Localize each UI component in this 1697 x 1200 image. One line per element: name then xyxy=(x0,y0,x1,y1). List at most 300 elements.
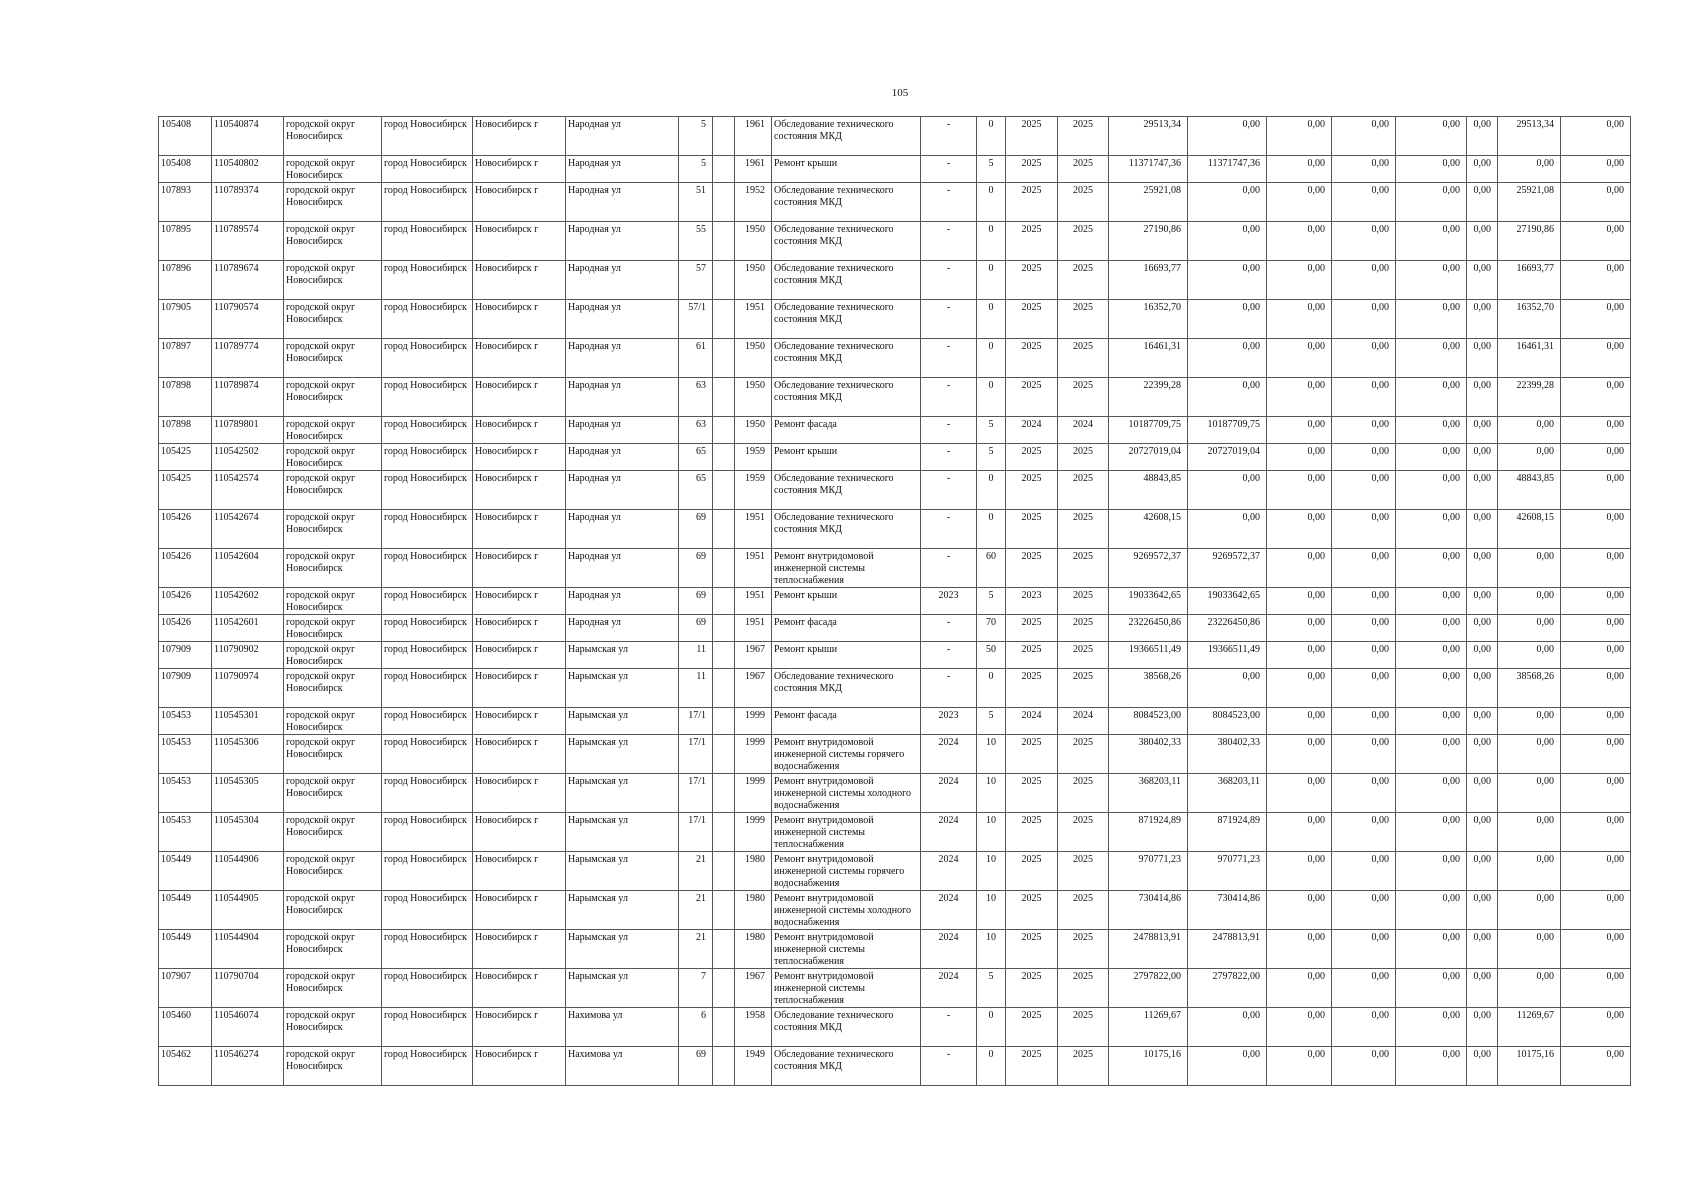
table-cell: 69 xyxy=(679,510,713,549)
table-cell: 1958 xyxy=(735,1008,772,1047)
table-cell: 2025 xyxy=(1006,378,1058,417)
table-cell: Новосибирск г xyxy=(473,774,566,813)
table-cell: 105426 xyxy=(159,588,212,615)
table-cell: городской округ Новосибирск xyxy=(284,261,382,300)
table-cell: 107896 xyxy=(159,261,212,300)
table-cell: 48843,85 xyxy=(1109,471,1188,510)
table-cell: 0,00 xyxy=(1467,813,1498,852)
table-cell: 2024 xyxy=(921,969,977,1008)
table-cell: 19033642,65 xyxy=(1188,588,1267,615)
table-cell: 2478813,91 xyxy=(1109,930,1188,969)
table-cell: 0,00 xyxy=(1267,735,1332,774)
table-cell: 5 xyxy=(977,444,1006,471)
table-cell: городской округ Новосибирск xyxy=(284,339,382,378)
table-cell: 0,00 xyxy=(1396,471,1467,510)
table-cell: 5 xyxy=(977,156,1006,183)
table-cell xyxy=(713,1008,735,1047)
table-cell: 0,00 xyxy=(1332,642,1396,669)
table-cell: Ремонт внутридомовой инженерной системы теплоснабжения xyxy=(772,549,921,588)
table-cell: 0,00 xyxy=(1188,222,1267,261)
table-cell: городской округ Новосибирск xyxy=(284,774,382,813)
table-cell: 10175,16 xyxy=(1498,1047,1561,1086)
table-cell: 0,00 xyxy=(1467,930,1498,969)
table-cell: 19366511,49 xyxy=(1188,642,1267,669)
table-cell: 10187709,75 xyxy=(1188,417,1267,444)
table-cell: 22399,28 xyxy=(1109,378,1188,417)
table-cell: городской округ Новосибирск xyxy=(284,471,382,510)
table-cell xyxy=(713,444,735,471)
table-cell: Новосибирск г xyxy=(473,930,566,969)
table-row xyxy=(159,891,1631,930)
table-cell: 2024 xyxy=(1006,708,1058,735)
table-cell: 368203,11 xyxy=(1188,774,1267,813)
table-cell: 0,00 xyxy=(1396,222,1467,261)
table-cell: 21 xyxy=(679,852,713,891)
table-cell: 2024 xyxy=(921,891,977,930)
table-cell: Обследование технического состояния МКД xyxy=(772,300,921,339)
table-cell: Ремонт внутридомовой инженерной системы горячего водоснабжения xyxy=(772,735,921,774)
table-cell: 69 xyxy=(679,615,713,642)
table-cell: Нахимова ул xyxy=(566,1008,679,1047)
table-cell: 63 xyxy=(679,378,713,417)
table-cell: 0,00 xyxy=(1188,378,1267,417)
table-cell: город Новосибирск xyxy=(382,735,473,774)
table-cell: 0,00 xyxy=(1467,549,1498,588)
table-cell: 0,00 xyxy=(1467,261,1498,300)
table-cell: - xyxy=(921,1008,977,1047)
table-cell: 110545304 xyxy=(212,813,284,852)
table-cell: Народная ул xyxy=(566,261,679,300)
table-cell: город Новосибирск xyxy=(382,891,473,930)
table-cell: 2025 xyxy=(1058,735,1109,774)
table-cell: 0,00 xyxy=(1332,813,1396,852)
table-cell: 2025 xyxy=(1006,549,1058,588)
table-cell: 2025 xyxy=(1058,444,1109,471)
table-cell: 38568,26 xyxy=(1498,669,1561,708)
table-cell: 0,00 xyxy=(1332,300,1396,339)
table-cell: 0,00 xyxy=(1267,1008,1332,1047)
table-cell: Обследование технического состояния МКД xyxy=(772,261,921,300)
table-cell: 107898 xyxy=(159,378,212,417)
table-cell: Новосибирск г xyxy=(473,444,566,471)
table-cell: 2025 xyxy=(1006,261,1058,300)
table-cell: 2025 xyxy=(1058,1008,1109,1047)
table-cell xyxy=(713,642,735,669)
table-cell: 1999 xyxy=(735,735,772,774)
table-cell: 0,00 xyxy=(1561,417,1631,444)
table-cell: - xyxy=(921,156,977,183)
table-cell: 42608,15 xyxy=(1498,510,1561,549)
table-cell: 1951 xyxy=(735,300,772,339)
table-cell: 368203,11 xyxy=(1109,774,1188,813)
table-cell xyxy=(713,339,735,378)
table-cell: 105425 xyxy=(159,471,212,510)
table-cell: 0,00 xyxy=(1267,852,1332,891)
table-cell: 2025 xyxy=(1006,471,1058,510)
table-cell: 0 xyxy=(977,378,1006,417)
table-cell xyxy=(713,1047,735,1086)
table-cell: 0,00 xyxy=(1396,300,1467,339)
table-cell: 2025 xyxy=(1006,339,1058,378)
table-cell: 0,00 xyxy=(1396,891,1467,930)
table-cell: Новосибирск г xyxy=(473,1047,566,1086)
table-cell: 2024 xyxy=(921,852,977,891)
table-cell: 1999 xyxy=(735,774,772,813)
table-cell: 0,00 xyxy=(1561,969,1631,1008)
table-row xyxy=(159,117,1631,156)
table-cell xyxy=(713,117,735,156)
table-cell: городской округ Новосибирск xyxy=(284,615,382,642)
table-cell: 0,00 xyxy=(1467,852,1498,891)
table-cell: 0,00 xyxy=(1188,261,1267,300)
table-cell: 110545305 xyxy=(212,774,284,813)
table-cell: 0,00 xyxy=(1332,588,1396,615)
table-cell: 11371747,36 xyxy=(1109,156,1188,183)
table-cell xyxy=(713,261,735,300)
table-cell: 0,00 xyxy=(1561,588,1631,615)
table-cell: 0,00 xyxy=(1467,735,1498,774)
table-cell: Народная ул xyxy=(566,117,679,156)
table-cell: 0,00 xyxy=(1332,708,1396,735)
table-row xyxy=(159,852,1631,891)
table-cell: 0,00 xyxy=(1332,735,1396,774)
table-row xyxy=(159,615,1631,642)
table-cell: 105408 xyxy=(159,117,212,156)
table-cell: 0 xyxy=(977,510,1006,549)
table-cell: 0,00 xyxy=(1467,1047,1498,1086)
table-cell xyxy=(713,735,735,774)
table-cell: Новосибирск г xyxy=(473,510,566,549)
table-cell: 0,00 xyxy=(1267,813,1332,852)
table-cell: 0,00 xyxy=(1396,339,1467,378)
table-cell: - xyxy=(921,510,977,549)
table-cell: городской округ Новосибирск xyxy=(284,969,382,1008)
table-cell: город Новосибирск xyxy=(382,669,473,708)
table-cell: город Новосибирск xyxy=(382,444,473,471)
table-cell xyxy=(713,183,735,222)
table-cell: 5 xyxy=(977,417,1006,444)
table-cell: 5 xyxy=(977,708,1006,735)
table-cell: 380402,33 xyxy=(1188,735,1267,774)
table-cell: 0,00 xyxy=(1467,339,1498,378)
table-cell: 105462 xyxy=(159,1047,212,1086)
table-cell: 65 xyxy=(679,444,713,471)
page-number: 105 xyxy=(891,87,909,99)
table-cell: 0,00 xyxy=(1267,891,1332,930)
table-cell: 110789574 xyxy=(212,222,284,261)
table-cell: 2025 xyxy=(1006,156,1058,183)
table-cell: 17/1 xyxy=(679,735,713,774)
table-cell: 27190,86 xyxy=(1498,222,1561,261)
table-cell: город Новосибирск xyxy=(382,588,473,615)
table-cell: Народная ул xyxy=(566,417,679,444)
table-cell: 107898 xyxy=(159,417,212,444)
table-cell: 2025 xyxy=(1058,891,1109,930)
table-cell: 0,00 xyxy=(1561,642,1631,669)
table-cell: 0,00 xyxy=(1267,156,1332,183)
table-cell: 0,00 xyxy=(1467,471,1498,510)
table-cell: 1951 xyxy=(735,549,772,588)
table-cell xyxy=(713,774,735,813)
table-cell: город Новосибирск xyxy=(382,117,473,156)
table-cell: Ремонт внутридомовой инженерной системы теплоснабжения xyxy=(772,930,921,969)
table-cell: 0,00 xyxy=(1561,183,1631,222)
table-cell: 1950 xyxy=(735,378,772,417)
table-cell xyxy=(713,549,735,588)
table-cell: 1950 xyxy=(735,222,772,261)
table-cell: Новосибирск г xyxy=(473,735,566,774)
table-cell xyxy=(713,891,735,930)
table-cell xyxy=(713,708,735,735)
table-cell: 1967 xyxy=(735,669,772,708)
table-cell: Ремонт крыши xyxy=(772,588,921,615)
table-cell: Нарымская ул xyxy=(566,969,679,1008)
table-cell: город Новосибирск xyxy=(382,969,473,1008)
table-cell: 0,00 xyxy=(1498,813,1561,852)
table-cell: 2025 xyxy=(1006,969,1058,1008)
table-cell: - xyxy=(921,669,977,708)
table-cell: 20727019,04 xyxy=(1109,444,1188,471)
table-cell: 55 xyxy=(679,222,713,261)
table-row xyxy=(159,183,1631,222)
table-cell: 16352,70 xyxy=(1498,300,1561,339)
table-cell: 0,00 xyxy=(1267,708,1332,735)
table-cell xyxy=(713,156,735,183)
table-cell: 0,00 xyxy=(1267,774,1332,813)
table-cell: 22399,28 xyxy=(1498,378,1561,417)
table-cell: Ремонт фасада xyxy=(772,708,921,735)
table-cell: 0,00 xyxy=(1396,261,1467,300)
table-cell: 2024 xyxy=(1058,417,1109,444)
table-row xyxy=(159,471,1631,510)
table-cell: 110542574 xyxy=(212,471,284,510)
table-cell: 2025 xyxy=(1058,183,1109,222)
table-cell: 2025 xyxy=(1006,1047,1058,1086)
table-cell: Новосибирск г xyxy=(473,261,566,300)
table-row xyxy=(159,735,1631,774)
table-cell xyxy=(713,378,735,417)
table-cell: 0,00 xyxy=(1267,669,1332,708)
table-cell: 0,00 xyxy=(1498,969,1561,1008)
table-cell: 16461,31 xyxy=(1109,339,1188,378)
table-cell: 8084523,00 xyxy=(1109,708,1188,735)
table-row xyxy=(159,222,1631,261)
table-cell: 0,00 xyxy=(1267,969,1332,1008)
table-cell xyxy=(713,588,735,615)
table-cell: Новосибирск г xyxy=(473,378,566,417)
table-cell: 6 xyxy=(679,1008,713,1047)
table-cell: 0,00 xyxy=(1498,444,1561,471)
table-cell: 0,00 xyxy=(1498,774,1561,813)
table-cell: 110546074 xyxy=(212,1008,284,1047)
table-cell: 730414,86 xyxy=(1109,891,1188,930)
table-row xyxy=(159,300,1631,339)
table-cell: 2025 xyxy=(1058,549,1109,588)
table-cell: 2025 xyxy=(1058,300,1109,339)
table-cell: Обследование технического состояния МКД xyxy=(772,222,921,261)
table-cell: 1950 xyxy=(735,417,772,444)
table-cell: Ремонт крыши xyxy=(772,642,921,669)
table-cell: 1980 xyxy=(735,930,772,969)
table-cell: 0,00 xyxy=(1188,669,1267,708)
table-cell xyxy=(713,969,735,1008)
table-cell: городской округ Новосибирск xyxy=(284,588,382,615)
table-cell: Новосибирск г xyxy=(473,417,566,444)
table-cell: Нарымская ул xyxy=(566,930,679,969)
table-cell: 23226450,86 xyxy=(1109,615,1188,642)
table-cell: 0 xyxy=(977,300,1006,339)
table-cell: 0,00 xyxy=(1332,774,1396,813)
table-cell: 2025 xyxy=(1006,300,1058,339)
table-cell: 2025 xyxy=(1006,891,1058,930)
table-cell: 0,00 xyxy=(1467,588,1498,615)
table-cell: 0,00 xyxy=(1561,813,1631,852)
table-cell: город Новосибирск xyxy=(382,774,473,813)
table-cell: 0,00 xyxy=(1561,549,1631,588)
table-cell: городской округ Новосибирск xyxy=(284,813,382,852)
table-cell: 110540802 xyxy=(212,156,284,183)
table-cell: город Новосибирск xyxy=(382,708,473,735)
table-cell: 51 xyxy=(679,183,713,222)
table-cell: Народная ул xyxy=(566,183,679,222)
table-cell: 0,00 xyxy=(1467,417,1498,444)
table-row xyxy=(159,1008,1631,1047)
table-cell xyxy=(713,930,735,969)
table-cell: 69 xyxy=(679,588,713,615)
table-cell: 0,00 xyxy=(1267,510,1332,549)
table-cell: Обследование технического состояния МКД xyxy=(772,117,921,156)
table-cell: 0,00 xyxy=(1332,117,1396,156)
table-cell: 2025 xyxy=(1058,117,1109,156)
table-cell: городской округ Новосибирск xyxy=(284,930,382,969)
table-cell: 0,00 xyxy=(1332,510,1396,549)
table-cell: 2025 xyxy=(1006,813,1058,852)
table-cell: 17/1 xyxy=(679,708,713,735)
table-cell: 0,00 xyxy=(1467,1008,1498,1047)
table-cell: Народная ул xyxy=(566,444,679,471)
table-cell: 0,00 xyxy=(1467,774,1498,813)
table-cell: 110544905 xyxy=(212,891,284,930)
table-cell: 110789374 xyxy=(212,183,284,222)
table-cell: 2025 xyxy=(1006,222,1058,261)
table-cell: 0,00 xyxy=(1332,222,1396,261)
table-cell: 105426 xyxy=(159,615,212,642)
table-cell: 1950 xyxy=(735,339,772,378)
table-cell: 105453 xyxy=(159,735,212,774)
table-cell: 0,00 xyxy=(1267,930,1332,969)
table-cell: 10 xyxy=(977,930,1006,969)
table-cell: - xyxy=(921,339,977,378)
table-cell: Народная ул xyxy=(566,588,679,615)
table-cell: 48843,85 xyxy=(1498,471,1561,510)
table-cell: 2025 xyxy=(1006,183,1058,222)
table-cell: Новосибирск г xyxy=(473,339,566,378)
table-cell: 107907 xyxy=(159,969,212,1008)
table-cell: 0,00 xyxy=(1561,471,1631,510)
table-cell: город Новосибирск xyxy=(382,813,473,852)
table-cell: 0,00 xyxy=(1498,417,1561,444)
table-cell: 0,00 xyxy=(1498,588,1561,615)
table-cell: Обследование технического состояния МКД xyxy=(772,183,921,222)
table-cell: 2025 xyxy=(1058,774,1109,813)
table-cell: 0,00 xyxy=(1561,1047,1631,1086)
table-cell: 2024 xyxy=(921,735,977,774)
table-cell: Нахимова ул xyxy=(566,1047,679,1086)
table-cell: - xyxy=(921,378,977,417)
table-row xyxy=(159,669,1631,708)
table-cell: 2025 xyxy=(1058,471,1109,510)
table-cell: 2025 xyxy=(1006,117,1058,156)
table-cell: 110790902 xyxy=(212,642,284,669)
table-cell: Ремонт фасада xyxy=(772,615,921,642)
table-cell: город Новосибирск xyxy=(382,183,473,222)
table-cell: - xyxy=(921,417,977,444)
table-cell: 0,00 xyxy=(1332,183,1396,222)
table-cell: 0,00 xyxy=(1396,669,1467,708)
table-cell: 0,00 xyxy=(1396,1047,1467,1086)
table-row xyxy=(159,813,1631,852)
table-cell: 0,00 xyxy=(1396,1008,1467,1047)
table-cell: 57/1 xyxy=(679,300,713,339)
table-cell: 2025 xyxy=(1006,930,1058,969)
table-cell: 0,00 xyxy=(1396,642,1467,669)
table-cell: Народная ул xyxy=(566,339,679,378)
table-cell: 2024 xyxy=(921,930,977,969)
table-cell: 110790974 xyxy=(212,669,284,708)
table-row xyxy=(159,549,1631,588)
table-cell: 2025 xyxy=(1006,642,1058,669)
table-cell: 11 xyxy=(679,642,713,669)
table-cell: 0 xyxy=(977,117,1006,156)
table-cell: 0,00 xyxy=(1467,510,1498,549)
table-cell: 110544906 xyxy=(212,852,284,891)
table-cell: Новосибирск г xyxy=(473,156,566,183)
table-cell: 0,00 xyxy=(1467,378,1498,417)
table-cell: Новосибирск г xyxy=(473,969,566,1008)
table-cell: 10187709,75 xyxy=(1109,417,1188,444)
table-cell: городской округ Новосибирск xyxy=(284,222,382,261)
table-cell: 70 xyxy=(977,615,1006,642)
table-cell: 0,00 xyxy=(1467,183,1498,222)
table-cell: Ремонт внутридомовой инженерной системы теплоснабжения xyxy=(772,969,921,1008)
table-cell: 0,00 xyxy=(1498,156,1561,183)
table-cell: город Новосибирск xyxy=(382,261,473,300)
table-cell: Обследование технического состояния МКД xyxy=(772,510,921,549)
table-cell: 2025 xyxy=(1006,444,1058,471)
table-cell: 2025 xyxy=(1058,852,1109,891)
table-cell: 0,00 xyxy=(1332,156,1396,183)
table-cell: городской округ Новосибирск xyxy=(284,156,382,183)
table-cell: - xyxy=(921,615,977,642)
table-cell: город Новосибирск xyxy=(382,471,473,510)
table-cell: 0,00 xyxy=(1467,708,1498,735)
table-cell: Нарымская ул xyxy=(566,852,679,891)
table-cell: 110790704 xyxy=(212,969,284,1008)
table-cell: - xyxy=(921,1047,977,1086)
table-cell: 0,00 xyxy=(1498,891,1561,930)
table-cell: город Новосибирск xyxy=(382,852,473,891)
table-cell: 0,00 xyxy=(1498,549,1561,588)
table-cell: 29513,34 xyxy=(1498,117,1561,156)
table-row xyxy=(159,444,1631,471)
table-cell: Обследование технического состояния МКД xyxy=(772,1047,921,1086)
table-row xyxy=(159,708,1631,735)
table-cell: - xyxy=(921,642,977,669)
table-cell: 0,00 xyxy=(1396,735,1467,774)
table-cell: Обследование технического состояния МКД xyxy=(772,669,921,708)
table-cell: 2025 xyxy=(1006,669,1058,708)
table-cell: 2025 xyxy=(1058,813,1109,852)
